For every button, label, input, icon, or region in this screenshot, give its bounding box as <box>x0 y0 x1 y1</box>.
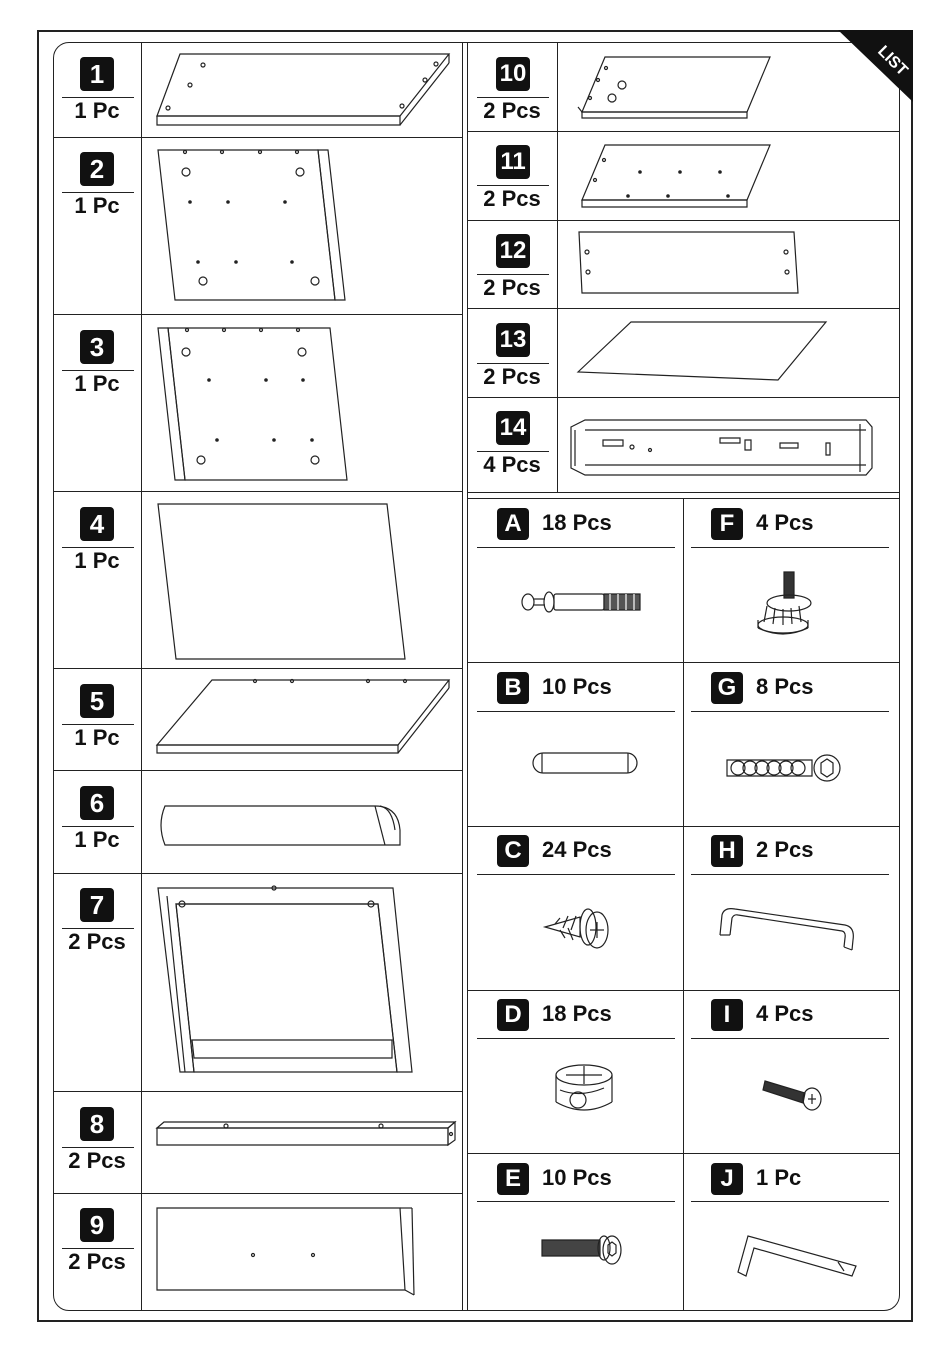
part-quantity: 1 Pc <box>74 371 120 396</box>
part-number-badge: 14 <box>496 411 530 445</box>
part-quantity: 4 Pcs <box>483 452 541 477</box>
part-number-badge: 7 <box>80 888 114 922</box>
cam-bolt-icon <box>522 592 640 612</box>
part-number-badge: 8 <box>80 1107 114 1141</box>
part-quantity: 2 Pcs <box>68 929 126 954</box>
part-quantity: 2 Pcs <box>68 1249 126 1274</box>
hardware-letter-badge: G <box>711 672 743 704</box>
hardware-quantity: 24 Pcs <box>542 837 612 862</box>
hardware-letter-badge: D <box>497 999 529 1031</box>
hardware-quantity: 10 Pcs <box>542 674 612 699</box>
cam-lock-icon <box>556 1065 612 1110</box>
part-number-badge: 13 <box>496 323 530 357</box>
hardware-quantity: 1 Pc <box>756 1165 802 1190</box>
part-quantity: 2 Pcs <box>483 186 541 211</box>
corner-tag-label: LIST <box>874 42 911 80</box>
machine-screw-icon <box>763 1081 821 1110</box>
hardware-quantity: 10 Pcs <box>542 1165 612 1190</box>
part-number-badge: 11 <box>496 145 530 179</box>
part-quantity: 1 Pc <box>74 827 120 852</box>
hardware-letter-badge: C <box>497 835 529 867</box>
hardware-letter-badge: I <box>711 999 743 1031</box>
wood-dowel-icon <box>533 753 637 773</box>
part-number-badge: 2 <box>80 152 114 186</box>
part-number-badge: 3 <box>80 330 114 364</box>
hardware-quantity: 2 Pcs <box>756 837 814 862</box>
part-number-badge: 5 <box>80 684 114 718</box>
hardware-letter-badge: E <box>497 1163 529 1195</box>
wood-screw-icon <box>545 909 608 948</box>
part-quantity: 1 Pc <box>74 98 120 123</box>
hardware-letter-badge: A <box>497 508 529 540</box>
hardware-letter-badge: J <box>711 1163 743 1195</box>
part-quantity: 1 Pc <box>74 725 120 750</box>
part-quantity: 1 Pc <box>74 193 120 218</box>
part-number-badge: 4 <box>80 507 114 541</box>
handle-icon <box>720 909 853 950</box>
part-quantity: 2 Pcs <box>483 98 541 123</box>
allen-key-icon <box>738 1236 856 1276</box>
hardware-letter-badge: H <box>711 835 743 867</box>
part-number-badge: 12 <box>496 234 530 268</box>
hardware-quantity: 8 Pcs <box>756 674 814 699</box>
part-number-badge: 9 <box>80 1208 114 1242</box>
part-quantity: 1 Pc <box>74 548 120 573</box>
connector-bolt-icon <box>542 1236 621 1264</box>
plastic-anchor-icon <box>727 755 840 781</box>
hardware-letter-badge: F <box>711 508 743 540</box>
hardware-quantity: 18 Pcs <box>542 510 612 535</box>
part-number-badge: 1 <box>80 57 114 91</box>
part-quantity: 2 Pcs <box>68 1148 126 1173</box>
hardware-quantity: 4 Pcs <box>756 510 814 535</box>
leveling-foot-icon <box>758 572 811 634</box>
part-quantity: 2 Pcs <box>483 275 541 300</box>
hardware-quantity: 4 Pcs <box>756 1001 814 1026</box>
part-number-badge: 10 <box>496 57 530 91</box>
hardware-letter-badge: B <box>497 672 529 704</box>
hardware-quantity: 18 Pcs <box>542 1001 612 1026</box>
part-number-badge: 6 <box>80 786 114 820</box>
part-quantity: 2 Pcs <box>483 364 541 389</box>
